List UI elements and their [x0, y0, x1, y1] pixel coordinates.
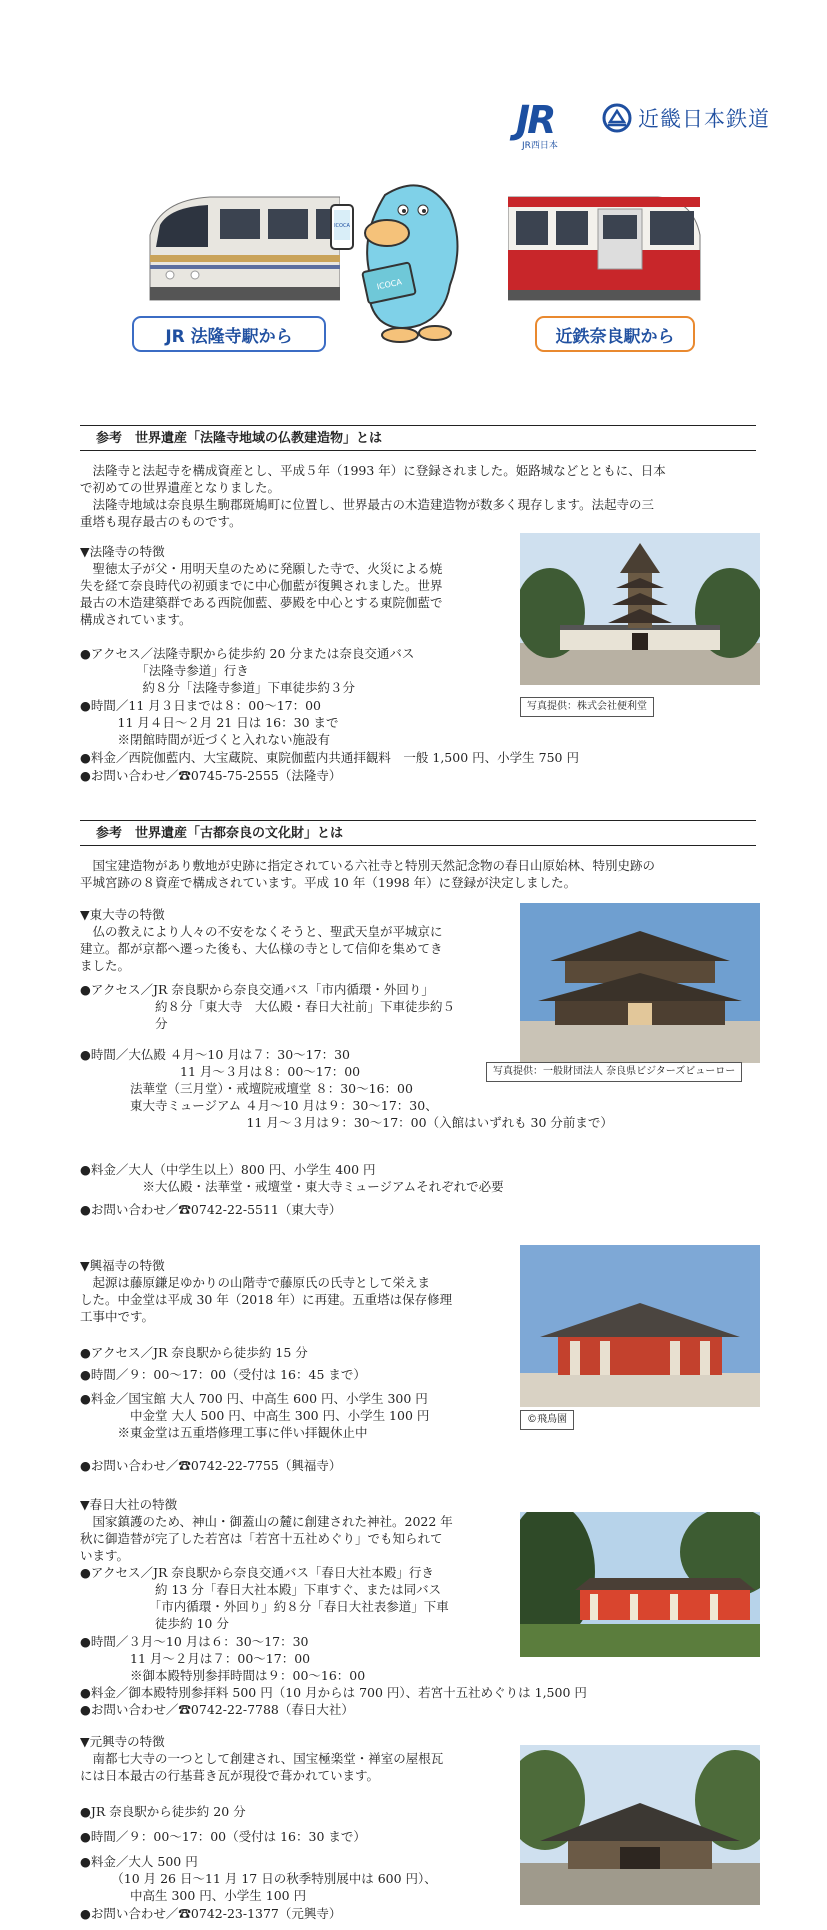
todaiji-photo	[520, 903, 760, 1063]
horyuji-section-title: 参考 世界遺産「法隆寺地域の仏教建造物」とは	[80, 425, 756, 451]
horyuji-intro: 法隆寺と法起寺を構成資産とし、平成５年（1993 年）に登録されました。姫路城などとともに、日本 で初めての世界遺産となりました。 法隆寺地域は奈良県生駒郡斑鳩町に位置し、世界最古の木造建造物が数多く現存します。法起寺の三 重塔も現存最古のものです。	[80, 463, 666, 529]
horyuji-photo-credit: 写真提供：株式会社便利堂	[520, 697, 654, 717]
horyuji-access: ●アクセス／法隆寺駅から徒歩約 20 分または奈良交通バス 「法隆寺参道」行き 約８分「法隆寺参道」下車徒歩約３分	[80, 646, 415, 695]
card-label: ICOCA	[375, 277, 403, 292]
todaiji-contact: ●お問い合わせ／☎0742-22-5511（東大寺）	[80, 1202, 342, 1217]
kintetsu-nara-station-button[interactable]: 近鉄奈良駅から	[535, 316, 695, 352]
todaiji-access: ●アクセス／JR 奈良駅から奈良交通バス「市内循環・外回り」 約８分「東大寺 大仏殿・春日大社前」下車徒歩約５ 分	[80, 982, 456, 1031]
icoca-mascot-illustration	[325, 175, 475, 350]
kofukuji-features: ▼興福寺の特徴 起源は藤原鎌足ゆかりの山階寺で藤原氏の氏寺として栄えま した。中金堂は平成 30 年（2018 年）に再建。五重塔は保存修理 工事中です。	[80, 1258, 453, 1324]
todaiji-fee: ●料金／大人（中学生以上）800 円、小学生 400 円 ※大仏殿・法華堂・戒壇堂・東大寺ミュージアムそれぞれで必要	[80, 1162, 504, 1194]
kofukuji-chukondo-image	[520, 1245, 760, 1407]
gangoji-features: ▼元興寺の特徴 南都七大寺の一つとして創建され、国宝極楽堂・禅室の屋根瓦 には日本最古の行基葺き瓦が現役で葺かれています。	[80, 1734, 444, 1783]
horyuji-hours: ●時間／11 月３日までは８：00～17：00 11 月４日～２月 21 日は 16：30 まで ※閉館時間が近づくと入れない施設有	[80, 698, 339, 747]
kofukuji-contact: ●お問い合わせ／☎0742-22-7755（興福寺）	[80, 1458, 342, 1473]
horyuji-fee: ●料金／西院伽藍内、大宝蔵院、東院伽藍内共通拝観料 一般 1,500 円、小学生 750 円	[80, 750, 579, 765]
jr-train-illustration	[140, 195, 340, 310]
kofukuji-hours: ●時間／９：00～17：00（受付は 16：45 まで）	[80, 1367, 366, 1382]
horyuji-pagoda-image	[520, 533, 760, 685]
gangoji-access: ●JR 奈良駅から徒歩約 20 分	[80, 1804, 246, 1819]
kintetsu-mark-icon	[602, 103, 632, 133]
kintetsu-train-illustration	[508, 195, 703, 310]
kasuga-hours: ●時間／３月～10 月は６：30～17：30 11 月～２月は７：00～17：00 ※御本殿特別参拝時間は９：00～16：00	[80, 1634, 366, 1683]
gangoji-fee: ●料金／大人 500 円 （10 月 26 日～11 月 17 日の秋季特別展中は 600 円）、 中高生 300 円、小学生 100 円	[80, 1854, 437, 1903]
jr-west-logo: JR JR西日本	[516, 98, 558, 151]
nara-intro: 国宝建造物があり敷地が史跡に指定されている六社寺と特別天然記念物の春日山原始林、特別史跡の 平城宮跡の８資産で構成されています。平成 10 年（1998 年）に登録が決定しました。	[80, 858, 656, 890]
gangoji-gokurakudo-image	[520, 1745, 760, 1905]
todaiji-daibutsuden-image	[520, 903, 760, 1063]
todaiji-photo-credit: 写真提供：一般財団法人 奈良県ビジターズビューロー	[486, 1062, 742, 1082]
kofukuji-photo-credit: ©飛鳥園	[520, 1410, 574, 1430]
gangoji-contact: ●お問い合わせ／☎0742-23-1377（元興寺）	[80, 1906, 342, 1921]
nara-section-title: 参考 世界遺産「古都奈良の文化財」とは	[80, 820, 756, 846]
gangoji-photo	[520, 1745, 760, 1905]
horyuji-features: ▼法隆寺の特徴 聖徳太子が父・用明天皇のために発願した寺で、火災による焼 失を経て奈良時代の初頭までに中心伽藍が復興されました。世界 最古の木造建築群である西院伽藍、夢殿を中心とする東院伽藍で 構成されています。	[80, 544, 443, 627]
jr-horyuji-station-button[interactable]: JR 法隆寺駅から	[132, 316, 326, 352]
kasuga-access: ●アクセス／JR 奈良駅から奈良交通バス「春日大社本殿」行き 約 13 分「春日大社本殿」下車すぐ、または同バス 「市内循環・外回り」約８分「春日大社表参道」下車 徒歩約 10 分	[80, 1565, 449, 1631]
kasuga-photo	[520, 1512, 760, 1657]
kintetsu-logo: 近畿日本鉄道	[602, 100, 777, 136]
kasuga-fee: ●料金／御本殿特別参拝料 500 円（10 月からは 700 円）、若宮十五社めぐりは 1,500 円	[80, 1685, 587, 1700]
todaiji-features: ▼東大寺の特徴 仏の教えにより人々の不安をなくそうと、聖武天皇が平城京に 建立。都が京都へ遷った後も、大仏様の寺として信仰を集めてき ました。	[80, 907, 443, 973]
todaiji-hours: ●時間／大仏殿 ４月～10 月は７：30～17：30 11 月～３月は８：00～17：00 法華堂（三月堂）・戒壇院戒壇堂 ８：30～16：00 東大寺ミュージアム ４月～10 月は９：30～17：30、 11 月～３月は９：30～17：00（入館はいずれも 30 分前まで）	[80, 1047, 613, 1130]
horyuji-photo	[520, 533, 760, 685]
horyuji-contact: ●お問い合わせ／☎0745-75-2555（法隆寺）	[80, 768, 342, 783]
kasuga-features: ▼春日大社の特徴 国家鎮護のため、神山・御蓋山の麓に創建された神社。2022 年 秋に御造替が完了した若宮は「若宮十五社めぐり」でも知られて います。	[80, 1497, 453, 1563]
gangoji-hours: ●時間／９：00～17：00（受付は 16：30 まで）	[80, 1829, 366, 1844]
kofukuji-photo	[520, 1245, 760, 1407]
kasuga-contact: ●お問い合わせ／☎0742-22-7788（春日大社）	[80, 1702, 354, 1717]
kofukuji-access: ●アクセス／JR 奈良駅から徒歩約 15 分	[80, 1345, 308, 1360]
phone-card-label: ICOCA	[334, 223, 350, 229]
kasuga-taisha-image	[520, 1512, 760, 1657]
kofukuji-fee: ●料金／国宝館 大人 700 円、中高生 600 円、小学生 300 円 中金堂 大人 500 円、中高生 300 円、小学生 100 円 ※東金堂は五重塔修理工事に伴い拝観休止中	[80, 1391, 430, 1440]
